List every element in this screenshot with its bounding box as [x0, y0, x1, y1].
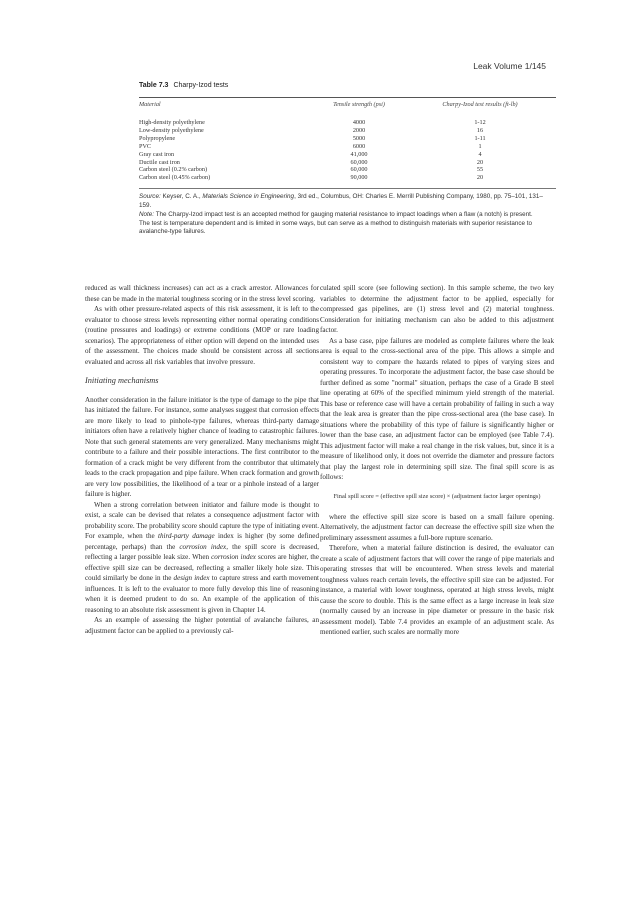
- note-label: Note:: [139, 210, 155, 218]
- cell-charpy: 16: [476, 126, 484, 134]
- section-heading-initiating-mechanisms: Initiating mechanisms: [85, 376, 159, 385]
- cell-material: PVC: [139, 142, 152, 150]
- col-header-material: Material: [139, 101, 161, 108]
- table-row: [139, 127, 556, 135]
- col-header-charpy-results: Charpy-Izod test results (ft-lb): [442, 101, 518, 108]
- paragraph: where the effective spill size score is based on a small failure opening. Alternatively, the adjustment factor can decrease the effective spill size when the preliminary assessment assumes a full-bore rupture scenario.: [320, 512, 554, 542]
- table-notes: [139, 193, 544, 237]
- cell-tensile: 6000: [352, 142, 366, 150]
- text-run: When a strong correlation between initiator and failure mode is thought to exist, a scale can be devised that relates a consequence adjustment factor with probability score. The probability score should capture the type of initiating event. For example, when the: [85, 500, 319, 540]
- note-text: The Charpy-Izod impact test is an accepted method for gauging material resistance to impact loadings when a flaw (a notch) is present. The test is temperature dependent and is limited in some ways, but can serve as a method to distinguish materials with superior resistance to avalanche-type failures.: [139, 210, 533, 236]
- cell-charpy: 20: [476, 158, 484, 166]
- text-run: index is higher (by some defined percentage, perhaps) than the: [85, 532, 319, 551]
- equation-final-spill-score: Final spill score = (effective spill size score) × (adjustment factor larger openings): [333, 492, 541, 500]
- table-row: [139, 151, 556, 159]
- source-title: Materials Science in Engineering: [202, 193, 295, 201]
- cell-material: Ductile cast iron: [139, 158, 180, 166]
- right-column: [320, 283, 554, 638]
- source-text-cont: , 3rd ed., Columbus, OH: Charles E. Merrill Publishing Company, 1980, pp. 75–101, 131–159.: [139, 193, 543, 210]
- text-run: scores are higher, the effective spill size can be decreased, reflecting a smaller likely hole size. This could similarly be done in the: [85, 553, 319, 582]
- term-corrosion-index: corrosion index,: [179, 542, 228, 551]
- table-row: [139, 166, 556, 174]
- term-design-index: design index: [173, 574, 210, 582]
- table-row: [139, 110, 556, 127]
- cell-tensile: 5000: [352, 134, 366, 142]
- table-label: Table 7.3: [139, 82, 169, 89]
- cell-material: Carbon steel (0.45% carbon): [139, 174, 211, 182]
- charpy-table: [139, 98, 556, 182]
- table-7-3: [139, 82, 556, 237]
- paragraph: reduced as wall thickness increases) can act as a crack arrestor. Allowances for these can be made in the material toughness scoring or in the stress level scoring.: [85, 284, 319, 303]
- cell-material: Gray cast iron: [139, 150, 175, 158]
- cell-charpy: 1-11: [474, 134, 486, 142]
- text-run: to capture stress and earth movement influences. It is left to the evaluator to more fully develop this line of reasoning when it is deemed prudent to do so. An example of the application of this reasoning to an absolute risk assessment is given in Chapter 14.: [85, 574, 319, 614]
- cell-tensile: 60,000: [350, 166, 368, 174]
- paragraph: Therefore, when a material failure distinction is desired, the evaluator can create a scale of adjustment factors that will cover the range of pipe materials and operating stresses that will be encountered. When stress levels and material toughness values reach certain levels, the effective spill size can be adjusted. For instance, a material with lower toughness, operated at high stress levels, might cause the score to double. This is the same effect as a large increase in leak size (normally caused by an increase in pipe diameter or pressure in the basic risk assessment model). Table 7.4 provides an example of an adjustment scale. As mentioned earlier, such scales are normally more: [320, 544, 554, 636]
- source-text: Keyser, C. A.,: [160, 193, 203, 201]
- term-third-party-damage: third-party damage: [158, 532, 215, 540]
- cell-charpy: 4: [478, 150, 482, 158]
- paragraph: culated spill score (see following section). In this sample scheme, the two key variables to determine the adjustment factor to be applied, especially for compressed gas pipelines, are (1) stress level and (2) material toughness. Consideration for initiating mechanism can also be added to this adjustment factor.: [320, 284, 554, 334]
- paragraph: Another consideration in the failure initiator is the type of damage to the pipe that has initiated the failure. For instance, some analyses suggest that corrosion effects are more likely to lead to pinhole-type failures, whereas third-party damage initiators often have a relatively higher chance of leading to catastrophic failures. Note that such general statements are very generalized. Many mechanisms might contribute to a failure and their possible interactions. The first contributor to the formation of a crack might be very different from the contributor that ultimately leads to the crack propagation and pipe failure. When crack formation and growth are very low possibilities, the likelihood of a tear or a pinhole instead of a larger failure is higher.: [85, 395, 319, 498]
- cell-material: Low-density polyethylene: [139, 126, 204, 134]
- table-source: [139, 193, 544, 211]
- table-row: [139, 135, 556, 143]
- text-run: the spill score is decreased, reflecting a larger possible leak size. When: [85, 542, 320, 561]
- cell-tensile: 41,000: [350, 150, 368, 158]
- cell-tensile: 60,000: [350, 158, 368, 166]
- table-bottom-rule: [139, 188, 556, 189]
- table-row: [139, 143, 556, 151]
- table-title: Charpy-Izod tests: [173, 82, 229, 89]
- cell-charpy: 55: [476, 166, 484, 174]
- col-header-tensile-strength: Tensile strength (psi): [333, 101, 385, 108]
- source-label: Source:: [139, 193, 161, 201]
- cell-charpy: 1-12: [474, 119, 486, 126]
- cell-material: High-density polyethylene: [139, 119, 205, 126]
- cell-charpy: 20: [476, 174, 484, 182]
- table-row: [139, 174, 556, 182]
- term-corrosion-index: corrosion index: [211, 553, 256, 561]
- paragraph: As with other pressure-related aspects of this risk assessment, it is left to the evaluator to choose stress levels representing either normal operating conditions (routine pressures and loadings) or extreme conditions (MOP or rare loading scenarios). The appropriateness of either option will depend on the intended uses of the assessment. The choices made should be consistent across all sections evaluated and across all risk variables that involve pressure.: [85, 305, 319, 366]
- cell-material: Polypropylene: [139, 134, 176, 142]
- table-note: [139, 211, 544, 237]
- paragraph: As a base case, pipe failures are modeled as complete failures where the leak area is equal to the cross-sectional area of the pipe. This allows a simple and consistent way to compare the hazards related to pipes of varying sizes and operating pressures. To incorporate the adjustment factor, the base case should be further defined as some "normal" situation, perhaps the case of a Grade B steel line operating at 60% of the specified minimum yield strength of the material. This base or reference case will have a certain probability of failing in such a way that the leak area is greater than the pipe cross-sectional area (the base case). In situations where the probability of this type of failure is significantly higher or lower than the base case, an adjustment factor can be employed (see Table 7.4). This adjustment factor will make a real change in the risk values, but, since it is a measure of likelihood only, it does not override the diameter and pressure factors that play the largest role in determining spill size. The final spill score is as follows:: [320, 336, 554, 481]
- cell-tensile: 4000: [352, 119, 366, 126]
- cell-tensile: 90,000: [350, 174, 368, 182]
- left-column: [85, 283, 319, 636]
- cell-tensile: 2000: [352, 126, 366, 134]
- paragraph: [85, 500, 319, 616]
- running-head: Leak Volume 1/145: [473, 61, 546, 71]
- cell-material: Carbon steel (0.2% carbon): [139, 166, 208, 174]
- table-row: [139, 159, 556, 167]
- paragraph: As an example of assessing the higher potential of avalanche failures, an adjustment factor can be applied to a previously cal-: [85, 616, 319, 635]
- cell-charpy: 1: [478, 142, 482, 150]
- table-caption: [139, 82, 556, 89]
